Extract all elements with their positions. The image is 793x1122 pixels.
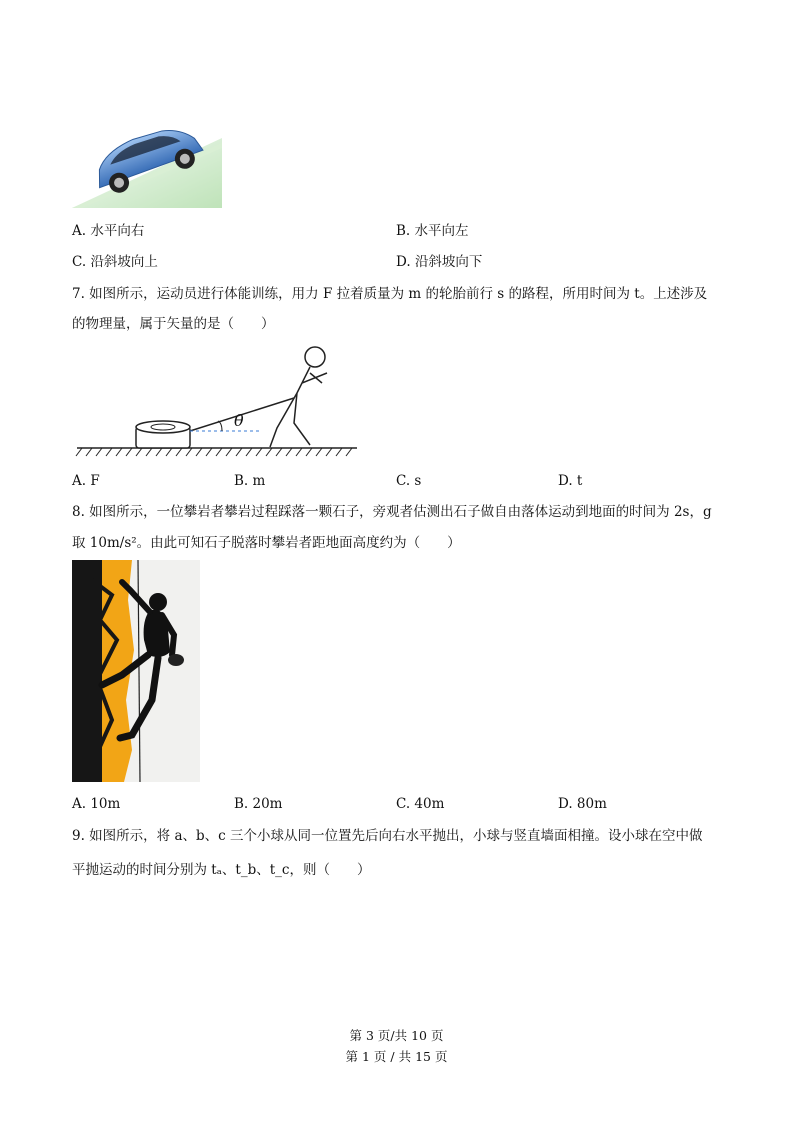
q7-text-line2: 的物理量，属于矢量的是（ ） <box>72 316 275 332</box>
q6-option-a: A. 水平向右 <box>72 223 145 239</box>
q7-text-line1: 7. 如图所示，运动员进行体能训练，用力 F 拉着质量为 m 的轮胎前行 s 的路程，所用时间为 t。上述涉及 <box>72 286 708 302</box>
q8-text-line2: 取 10m/s²。由此可知石子脱落时攀岩者距地面高度约为（ ） <box>72 535 461 551</box>
q8-option-b: B. 20m <box>234 796 283 812</box>
q8-text-line1: 8. 如图所示，一位攀岩者攀岩过程踩落一颗石子，旁观者估测出石子做自由落体运动到地面的时间为 2s，g <box>72 504 712 520</box>
q9-text-line1: 9. 如图所示，将 a、b、c 三个小球从同一位置先后向右水平抛出，小球与竖直墙面相撞。设小球在空中做 <box>72 828 703 844</box>
q7-option-c: C. s <box>396 473 422 489</box>
tire-pull-figure <box>72 343 362 458</box>
rock-climber-image <box>72 560 200 782</box>
q8-option-a: A. 10m <box>72 796 121 812</box>
car-on-slope-image <box>72 108 222 208</box>
q7-option-b: B. m <box>234 473 266 489</box>
footer-inner-page-number: 第 3 页/共 10 页 <box>349 1028 444 1043</box>
footer-outer-page-number: 第 1 页 / 共 15 页 <box>345 1049 448 1064</box>
q7-option-a: A. F <box>72 473 100 489</box>
angle-theta-label: θ <box>234 411 244 430</box>
q6-option-d: D. 沿斜坡向下 <box>396 254 483 270</box>
q6-option-b: B. 水平向左 <box>396 223 469 239</box>
q6-option-c: C. 沿斜坡向上 <box>72 254 158 270</box>
q9-text-line2: 平抛运动的时间分别为 tₐ、t_b、t_c，则（ ） <box>72 862 371 878</box>
q7-option-d: D. t <box>558 473 583 489</box>
q8-option-d: D. 80m <box>558 796 607 812</box>
q8-option-c: C. 40m <box>396 796 445 812</box>
